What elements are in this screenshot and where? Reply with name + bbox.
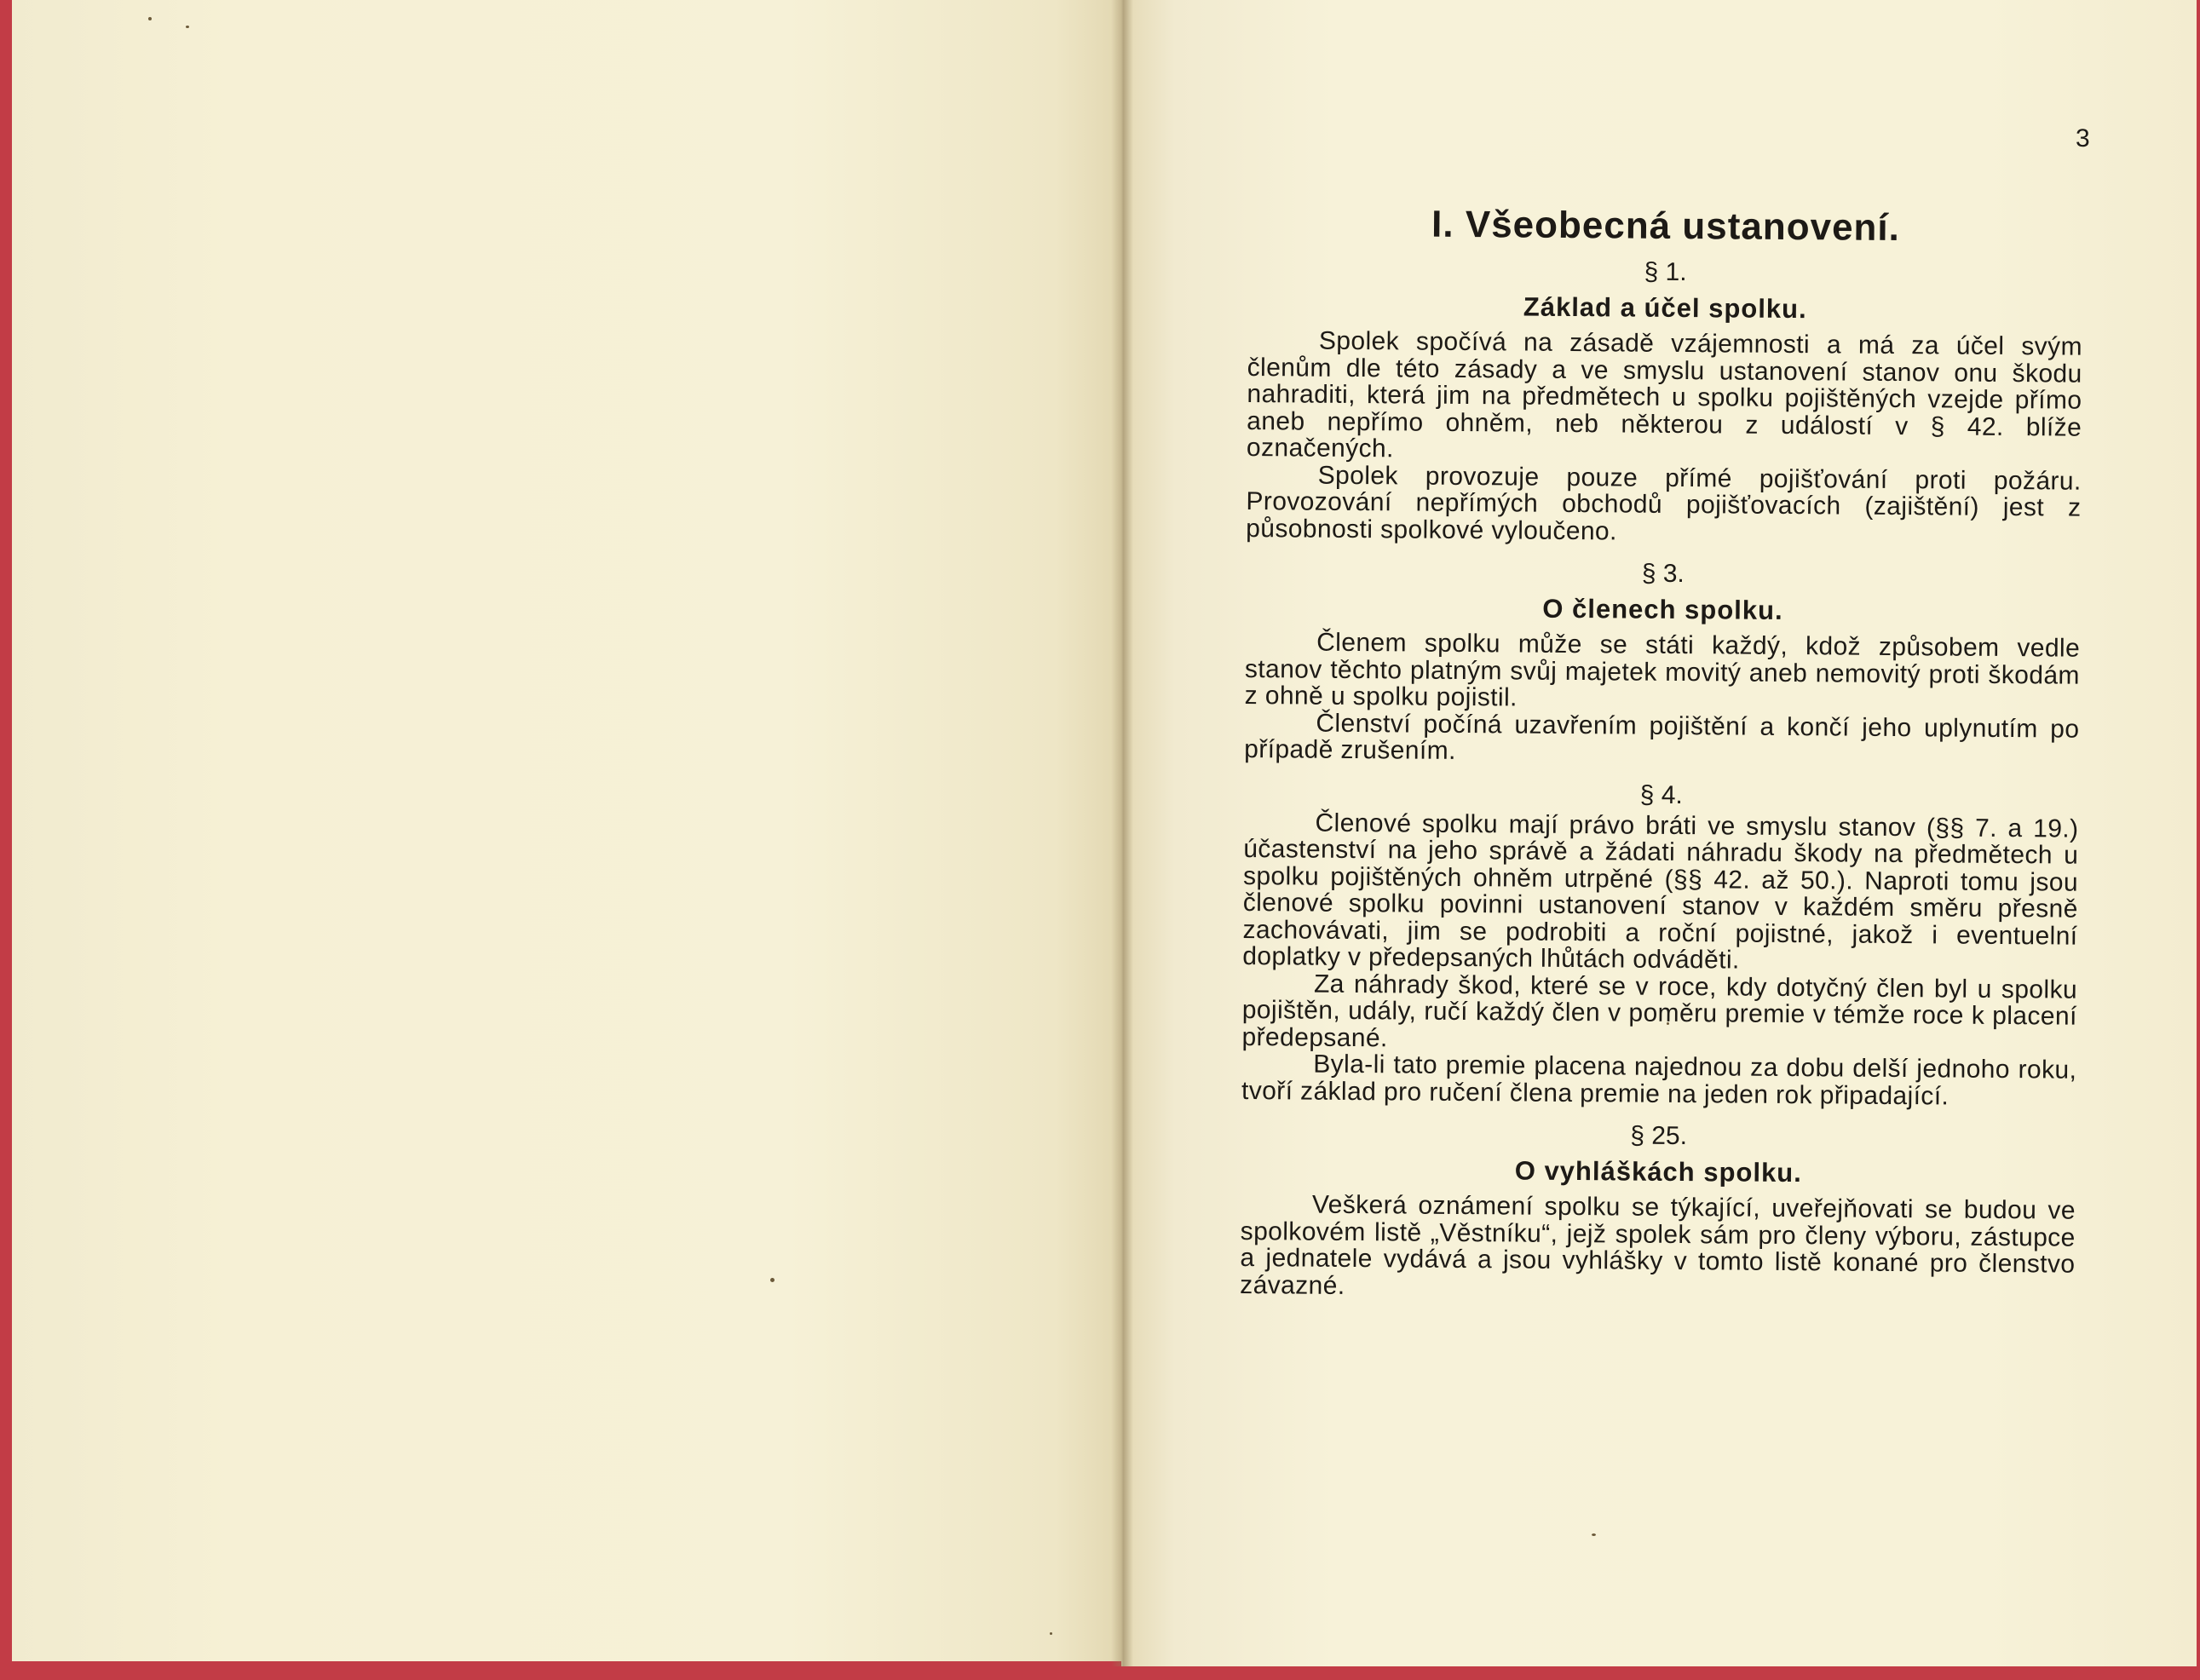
- paragraph: Spolek provozuje pouze přímé pojišťování proti požáru. Provozování nepřímých obchodů pojišťovacích (zajištění) jest z působnosti spolkové vyloučeno.: [1246, 461, 2082, 545]
- section-heading: O vyhláškách spolku.: [1514, 1155, 1802, 1188]
- book-gutter: [1111, 0, 1133, 1666]
- page-text-block: [1240, 119, 2084, 1317]
- page-number: 3: [2076, 124, 2090, 152]
- paragraph: Spolek spočívá na zásadě vzájemnosti a má za účel svým členům dle této zásady a ve smyslu ustanovení stanov onu škodu nahraditi, která jim na předmětech u spolku pojištěných vzejde přímo aneb nepřímo ohněm, neb některou z událostí v § 42. blíže označených.: [1246, 326, 2083, 463]
- section-mark: § 25.: [1630, 1121, 1688, 1151]
- paragraph: Členem spolku může se státi každý, kdož způsobem vedle stanov těchto platným svůj majetek movitý aneb nemovitý proti škodám z ohně u spolku pojistil.: [1244, 628, 2081, 712]
- chapter-title: I. Všeobecná ustanovení.: [1431, 203, 1901, 250]
- paragraph: Za náhrady škod, které se v roce, kdy dotyčný člen byl u spolku pojištěn, udály, ručí každý člen v poměru premie v témže roce k placení předepsané.: [1241, 969, 2078, 1052]
- section-25: [1240, 1116, 2076, 1305]
- paragraph: Veškerá oznámení spolku se týkající, uveřejňovati se budou ve spolkovém listě „Věstníku“, jejž spolek sám pro členy výboru, zástupce a jednatele vydává a jsou vyhlášky v tomto listě konané pro členstvo závazné.: [1240, 1190, 2076, 1300]
- paragraph: Byla-li tato premie placena najednou za dobu delší jednoho roku, tvoří základ pro ručení člena premie na jeden rok připadající.: [1241, 1050, 2077, 1110]
- paper-speck: [148, 17, 152, 20]
- paragraph: Členství počíná uzavřením pojištění a končí jeho uplynutím po případě zrušením.: [1244, 709, 2080, 765]
- left-page-blank: [12, 0, 1121, 1661]
- section-mark: § 4.: [1639, 780, 1683, 809]
- paper-speck: [1050, 1632, 1052, 1635]
- paper-speck: [186, 26, 189, 28]
- section-1: [1246, 252, 2083, 549]
- section-4: [1241, 774, 2079, 1110]
- paper-speck: [770, 1278, 775, 1282]
- section-mark: § 3.: [1641, 559, 1685, 589]
- section-heading: O členech spolku.: [1542, 593, 1783, 625]
- section-3: [1244, 554, 2081, 769]
- paper-speck: [1592, 1533, 1596, 1536]
- paragraph: Členové spolku mají právo bráti ve smyslu stanov (§§ 7. a 19.) účastenství na jeho správě a žádati náhradu škody na předmětech u spolku pojištěných ohněm utrpěné (§§ 42. až 50.). Naproti tomu jsou členové spolku povinni ustanovení stanov v každém směru přesně zachovávati, jim se podrobiti a roční pojistné, jakož i eventuelní doplatky v předepsaných lhůtách odváděti.: [1242, 808, 2079, 975]
- section-heading: Základ a účel spolku.: [1523, 291, 1807, 325]
- section-mark: § 1.: [1644, 257, 1687, 287]
